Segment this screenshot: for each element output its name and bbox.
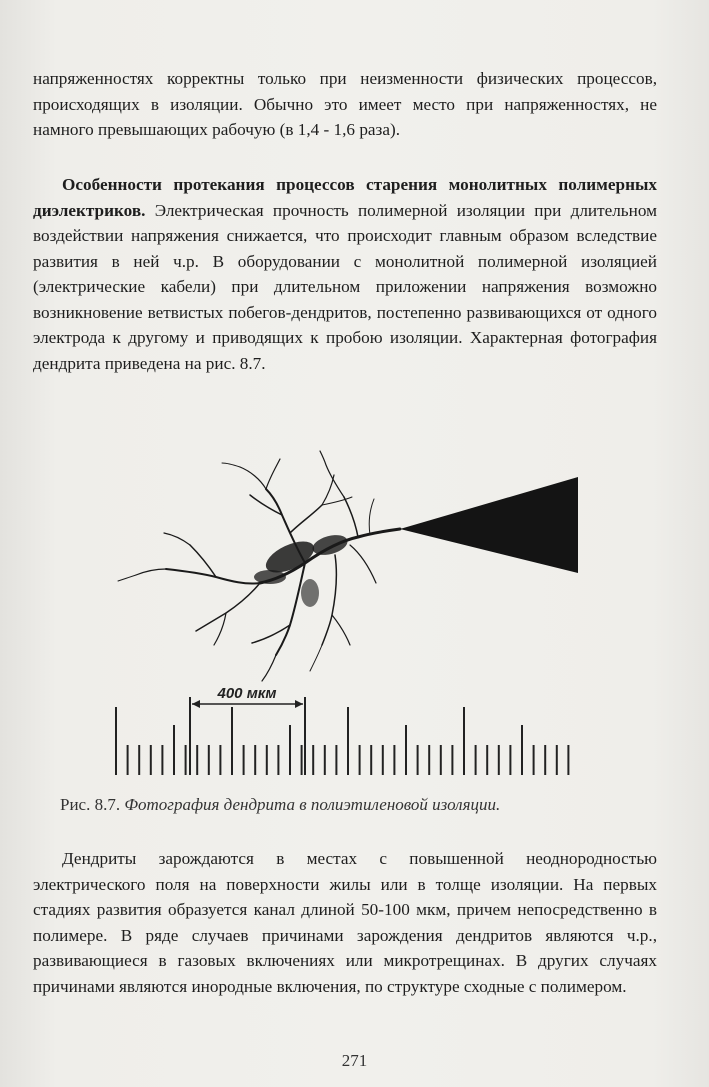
paragraph-text: Дендриты зарождаются в местах с повышенной неоднородностью электрического поля на поверхности жилы или в толще изоляции. На первых стадиях развития образуется канал длиной 50-100 мкм, причем непосредственно в полимере. В ряде случаев причинами зарождения дендритов являются ч.р., развивающиеся в газовых включениях или микротрещинах. В других случаях причинами являются инородные включения, по структуре сходные с полимером. (33, 849, 657, 996)
paragraph-heading: Особенности протекания процессов старения монолитных полимерных диэлектриков. (33, 175, 657, 220)
paragraph-body: Электрическая прочность полимерной изоляции при длительном воздействии напряжения снижается, что происходит главным образом вследствие развития в ней ч.р. В оборудовании с монолитной полимерной изоляцией (электрические кабели) при длительном приложении напряжения возможно возникновение ветвистых побегов-дендритов, постепенно развивающихся от одного электрода к другому и приводящих к пробою изоляции. Характерная фотография дендрита приведена на рис. 8.7. (33, 200, 657, 373)
paragraph-text: напряженностях корректны только при неизменности физических процессов, происходящих в изоляции. Обычно это имеет место при напряженностях, не намного превышающих рабочую (в 1,4 - 1,6 раза). (33, 69, 657, 139)
page-number: 271 (341, 1051, 368, 1070)
paragraph-aging-polymers (33, 172, 657, 376)
dendrite-photo (100, 445, 600, 785)
paragraph-text (33, 172, 657, 376)
caption-prefix: Рис. 8.7. (60, 795, 125, 814)
dendrite-figure (100, 445, 600, 785)
scale-bar (190, 685, 305, 775)
scale-arrow-left (192, 700, 200, 708)
paragraph-dendrites (33, 846, 657, 999)
figure-caption (60, 793, 660, 817)
paragraph-continued (33, 66, 657, 143)
micrometer-ruler (116, 707, 568, 775)
dendrite-tree (118, 451, 400, 681)
scale-arrow-right (295, 700, 303, 708)
caption-title: Фотография дендрита в полиэтиленовой изоляции. (124, 795, 501, 814)
scale-bar-label: 400 мкм (217, 685, 277, 702)
electrode-needle (400, 477, 578, 573)
